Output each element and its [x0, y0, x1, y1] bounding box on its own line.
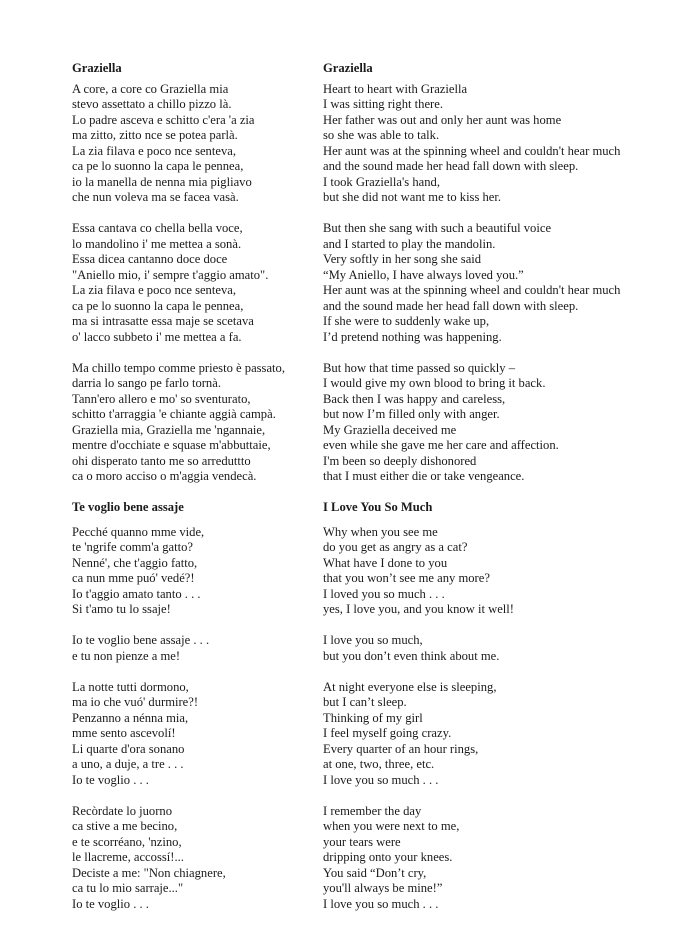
verse-line: La zia filava e poco nce senteva,: [72, 143, 236, 158]
stanza: [72, 680, 312, 789]
verse-line: but I can’t sleep.: [323, 695, 407, 709]
song-graziella-it: [72, 82, 312, 485]
stanza: [323, 82, 633, 206]
verse-line: ca tu lo mio sarraje...": [72, 881, 184, 895]
verse-line: ca nun mme puó' vedé?!: [72, 571, 195, 585]
verse-line: but you don’t even think about me.: [323, 648, 500, 663]
verse-line: Her father was out and only her aunt was home: [323, 112, 562, 127]
verse-line: ohi disperato tanto me so arreduttto: [72, 453, 251, 468]
verse-line: do you get as angry as a cat?: [323, 540, 468, 554]
stanza: [72, 82, 312, 206]
verse-line: mentre d'occhiate e squase m'abbuttaie,: [72, 438, 271, 452]
stanza: [72, 361, 312, 485]
verse-line: Every quarter of an hour rings,: [323, 741, 479, 756]
verse-line: You said “Don’t cry,: [323, 865, 427, 880]
stanza: [323, 633, 633, 664]
verse-line: lo mandolino i' me mettea a sonà.: [72, 236, 242, 251]
verse-line: e tu non pienze a me!: [72, 648, 181, 663]
verse-line: Very softly in her song she said: [323, 252, 482, 266]
verse-line: ma io che vuó' durmire?!: [72, 695, 199, 709]
stanza: [72, 221, 312, 345]
verse-line: Recòrdate lo juorno: [72, 803, 173, 818]
verse-line: Io te voglio . . .: [72, 896, 149, 911]
verse-line: and I started to play the mandolin.: [323, 236, 496, 251]
verse-line: you'll always be mine!”: [323, 881, 443, 895]
verse-line: I would give my own blood to bring it back.: [323, 376, 546, 390]
verse-line: Deciste a me: "Non chiagnere,: [72, 865, 226, 880]
verse-line: that I must either die or take vengeance.: [323, 469, 525, 483]
verse-line: ca pe lo suonno la capa le pennea,: [72, 298, 244, 313]
verse-line: I'm been so deeply dishonored: [323, 453, 477, 468]
verse-line: La zia filava e poco nce senteva,: [72, 283, 236, 297]
verse-line: yes, I love you, and you know it well!: [323, 602, 514, 616]
verse-line: at one, two, three, etc.: [323, 757, 435, 771]
verse-line: ca stive a me becino,: [72, 819, 178, 833]
verse-line: but she did not want me to kiss her.: [323, 190, 502, 204]
verse-line: "Aniello mio, i' sempre t'aggio amato".: [72, 267, 269, 282]
verse-line: Her aunt was at the spinning wheel and couldn't hear much: [323, 143, 621, 158]
verse-line: Li quarte d'ora sonano: [72, 741, 185, 756]
verse-line: I love you so much . . .: [323, 896, 439, 911]
verse-line: Tann'ero allero e mo' so sventurato,: [72, 391, 251, 406]
verse-line: a uno, a duje, a tre . . .: [72, 757, 184, 771]
verse-line: If she were to suddenly wake up,: [323, 314, 490, 328]
verse-line: but now I’m filled only with anger.: [323, 407, 500, 421]
verse-line: I feel myself going crazy.: [323, 726, 452, 740]
verse-line: Lo padre asceva e schitto c'era 'a zia: [72, 112, 255, 127]
verse-line: ca pe lo suonno la capa le pennea,: [72, 159, 244, 173]
verse-line: Back then I was happy and careless,: [323, 391, 506, 406]
verse-line: “My Aniello, I have always loved you.”: [323, 267, 524, 282]
song-title-i-love-you-so-much: I Love You So Much: [323, 500, 433, 514]
verse-line: I loved you so much . . .: [323, 586, 445, 601]
verse-line: A core, a core co Graziella mia: [72, 81, 229, 96]
verse-line: Io te voglio . . .: [72, 772, 149, 787]
verse-line: I took Graziella's hand,: [323, 174, 440, 189]
verse-line: e te scorréano, 'nzino,: [72, 834, 182, 849]
verse-line: I was sitting right there.: [323, 97, 443, 111]
verse-line: Heart to heart with Graziella: [323, 81, 468, 96]
verse-line: Pecché quanno mme vide,: [72, 524, 205, 539]
verse-line: your tears were: [323, 834, 401, 849]
verse-line: Ma chillo tempo comme priesto è passato,: [72, 360, 285, 375]
verse-line: My Graziella deceived me: [323, 422, 457, 437]
verse-line: mme sento ascevolí!: [72, 726, 176, 740]
verse-line: I love you so much . . .: [323, 772, 439, 787]
stanza: [323, 680, 633, 789]
verse-line: But then she sang with such a beautiful voice: [323, 221, 552, 235]
verse-line: ca o moro acciso o m'aggia vendecà.: [72, 469, 257, 483]
stanza: [323, 221, 633, 345]
verse-line: Essa dicea cantanno doce doce: [72, 252, 228, 266]
verse-line: Penzanno a nénna mia,: [72, 710, 189, 725]
verse-line: Thinking of my girl: [323, 710, 423, 725]
verse-line: Nenné', che t'aggio fatto,: [72, 555, 198, 570]
song-graziella-en: [323, 82, 633, 485]
stanza: [323, 361, 633, 485]
stanza: [323, 804, 633, 913]
verse-line: dripping onto your knees.: [323, 850, 453, 864]
verse-line: La notte tutti dormono,: [72, 679, 189, 694]
verse-line: Graziella mia, Graziella me 'ngannaie,: [72, 422, 266, 437]
verse-line: darria lo sango pe farlo tornà.: [72, 376, 221, 390]
verse-line: Io t'aggio amato tanto . . .: [72, 586, 201, 601]
verse-line: te 'ngrife comm'a gatto?: [72, 540, 193, 554]
verse-line: when you were next to me,: [323, 819, 460, 833]
verse-line: che nun voleva ma se facea vasà.: [72, 190, 239, 204]
stanza: [323, 525, 633, 618]
stanza: [72, 525, 312, 618]
verse-line: o' lacco subbeto i' me mettea a fa.: [72, 329, 242, 344]
verse-line: Si t'amo tu lo ssaje!: [72, 602, 171, 616]
english-column: [323, 61, 633, 928]
verse-line: even while she gave me her care and affection.: [323, 438, 559, 452]
verse-line: Io te voglio bene assaje . . .: [72, 633, 210, 647]
verse-line: I’d pretend nothing was happening.: [323, 329, 502, 344]
verse-line: and the sound made her head fall down with sleep.: [323, 159, 579, 173]
verse-line: io la manella de nenna mia pigliavo: [72, 174, 252, 189]
verse-line: At night everyone else is sleeping,: [323, 679, 497, 694]
song-title-graziella-it: Graziella: [72, 61, 122, 75]
verse-line: le llacreme, accossí!...: [72, 850, 184, 864]
stanza: [72, 804, 312, 913]
verse-line: I remember the day: [323, 803, 422, 818]
song-title-graziella-en: Graziella: [323, 61, 373, 75]
verse-line: But how that time passed so quickly –: [323, 360, 516, 375]
verse-line: schitto t'arraggia 'e chiante aggià campà.: [72, 407, 276, 421]
song-i-love-you-so-much: [323, 525, 633, 913]
verse-line: Her aunt was at the spinning wheel and couldn't hear much: [323, 283, 621, 297]
verse-line: Essa cantava co chella bella voce,: [72, 221, 243, 235]
italian-column: [72, 61, 312, 928]
verse-line: and the sound made her head fall down with sleep.: [323, 298, 579, 313]
song-title-te-voglio-bene-assaje: Te voglio bene assaje: [72, 500, 184, 514]
song-te-voglio-bene-assaje: [72, 525, 312, 913]
stanza: [72, 633, 312, 664]
verse-line: What have I done to you: [323, 555, 448, 570]
verse-line: so she was able to talk.: [323, 128, 440, 142]
verse-line: I love you so much,: [323, 633, 423, 647]
verse-line: stevo assettato a chillo pizzo là.: [72, 97, 232, 111]
verse-line: Why when you see me: [323, 524, 438, 539]
verse-line: that you won’t see me any more?: [323, 571, 490, 585]
verse-line: ma zitto, zitto nce se potea parlà.: [72, 128, 238, 142]
verse-line: ma si intrasatte essa maje se scetava: [72, 314, 254, 328]
